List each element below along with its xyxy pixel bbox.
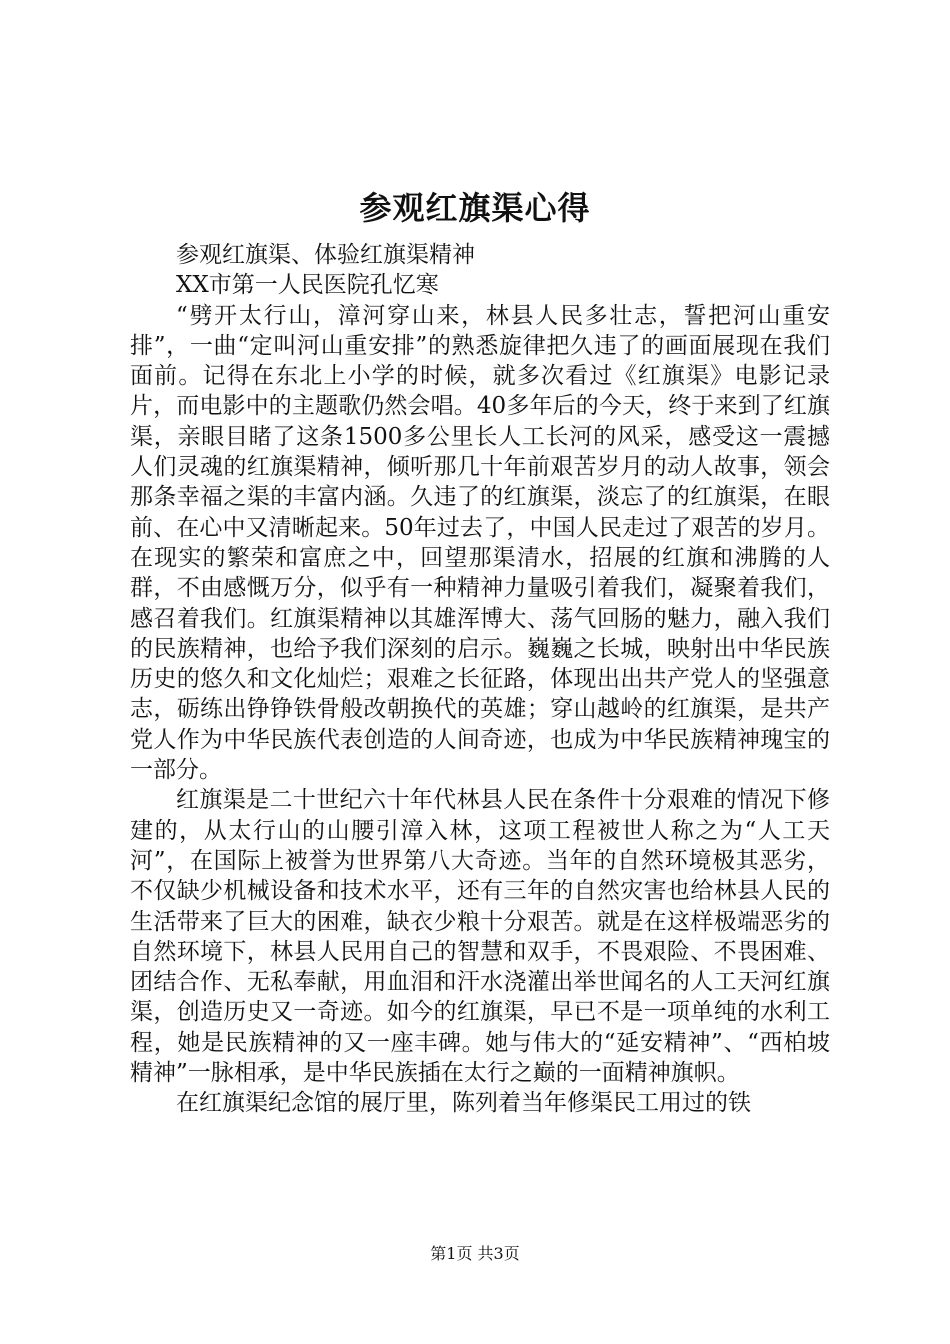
subtitle-line: 参观红旗渠、体验红旗渠精神 (176, 242, 475, 268)
body-paragraph-3: 在红旗渠纪念馆的展厅里，陈列着当年修渠民工用过的铁 (176, 1090, 751, 1117)
body-paragraph-2: 红旗渠是二十世纪六十年代林县人民在条件十分艰难的情况下修建的，从太行山的山腰引漳入林，这项工程被世人称之为“人工天河”，在国际上被誉为世界第八大奇迹。当年的自然环境极其恶劣，不仅缺少机械设备和技术水平，还有三年的自然灾害也给林县人民的生活带来了巨大的困难，缺衣少粮十分艰苦。就是在这样极端恶劣的自然环境下，林县人民用自己的智慧和双手，不畏艰险、不畏困难、团结合作、无私奉献，用血泪和汗水浇灌出举世闻名的人工天河红旗渠，创造历史又一奇迹。如今的红旗渠，早已不是一项单纯的水利工程，她是民族精神的又一座丰碑。她与伟大的“延安精神”、“西柏坡精神”一脉相承，是中华民族插在太行之巅的一面精神旗帜。 (130, 787, 830, 1087)
body-paragraph-1: “劈开太行山，漳河穿山来，林县人民多壮志，誓把河山重安排”，一曲“定叫河山重安排”的熟悉旋律把久违了的画面展现在我们面前。记得在东北上小学的时候，就多次看过《红旗渠》电影记录片，而电影中的主题歌仍然会唱。40多年后的今天，终于来到了红旗渠，亲眼目睹了这条1500多公里长人工长河的风采，感受这一震撼人们灵魂的红旗渠精神，倾听那几十年前艰苦岁月的动人故事，领会那条幸福之渠的丰富内涵。久违了的红旗渠，淡忘了的红旗渠，在眼前、在心中又清晰起来。50年过去了，中国人民走过了艰苦的岁月。在现实的繁荣和富庶之中，回望那渠清水，招展的红旗和沸腾的人群，不由感慨万分，似乎有一种精神力量吸引着我们，凝聚着我们，感召着我们。红旗渠精神以其雄浑博大、荡气回肠的魅力，融入我们的民族精神，也给予我们深刻的启示。巍巍之长城，映射出中华民族历史的悠久和文化灿烂；艰难之长征路，体现出出共产党人的坚强意志，砺练出铮铮铁骨般改朝换代的英雄；穿山越岭的红旗渠，是共产党人作为中华民族代表创造的人间奇迹，也成为中华民族精神瑰宝的一部分。 (130, 302, 830, 784)
document-title: 参观红旗渠心得 (359, 189, 591, 227)
author-line: XX市第一人民医院孔忆寒 (176, 272, 439, 299)
page-footer: 第1页 共3页 (430, 1244, 520, 1263)
document-body (130, 240, 830, 1119)
